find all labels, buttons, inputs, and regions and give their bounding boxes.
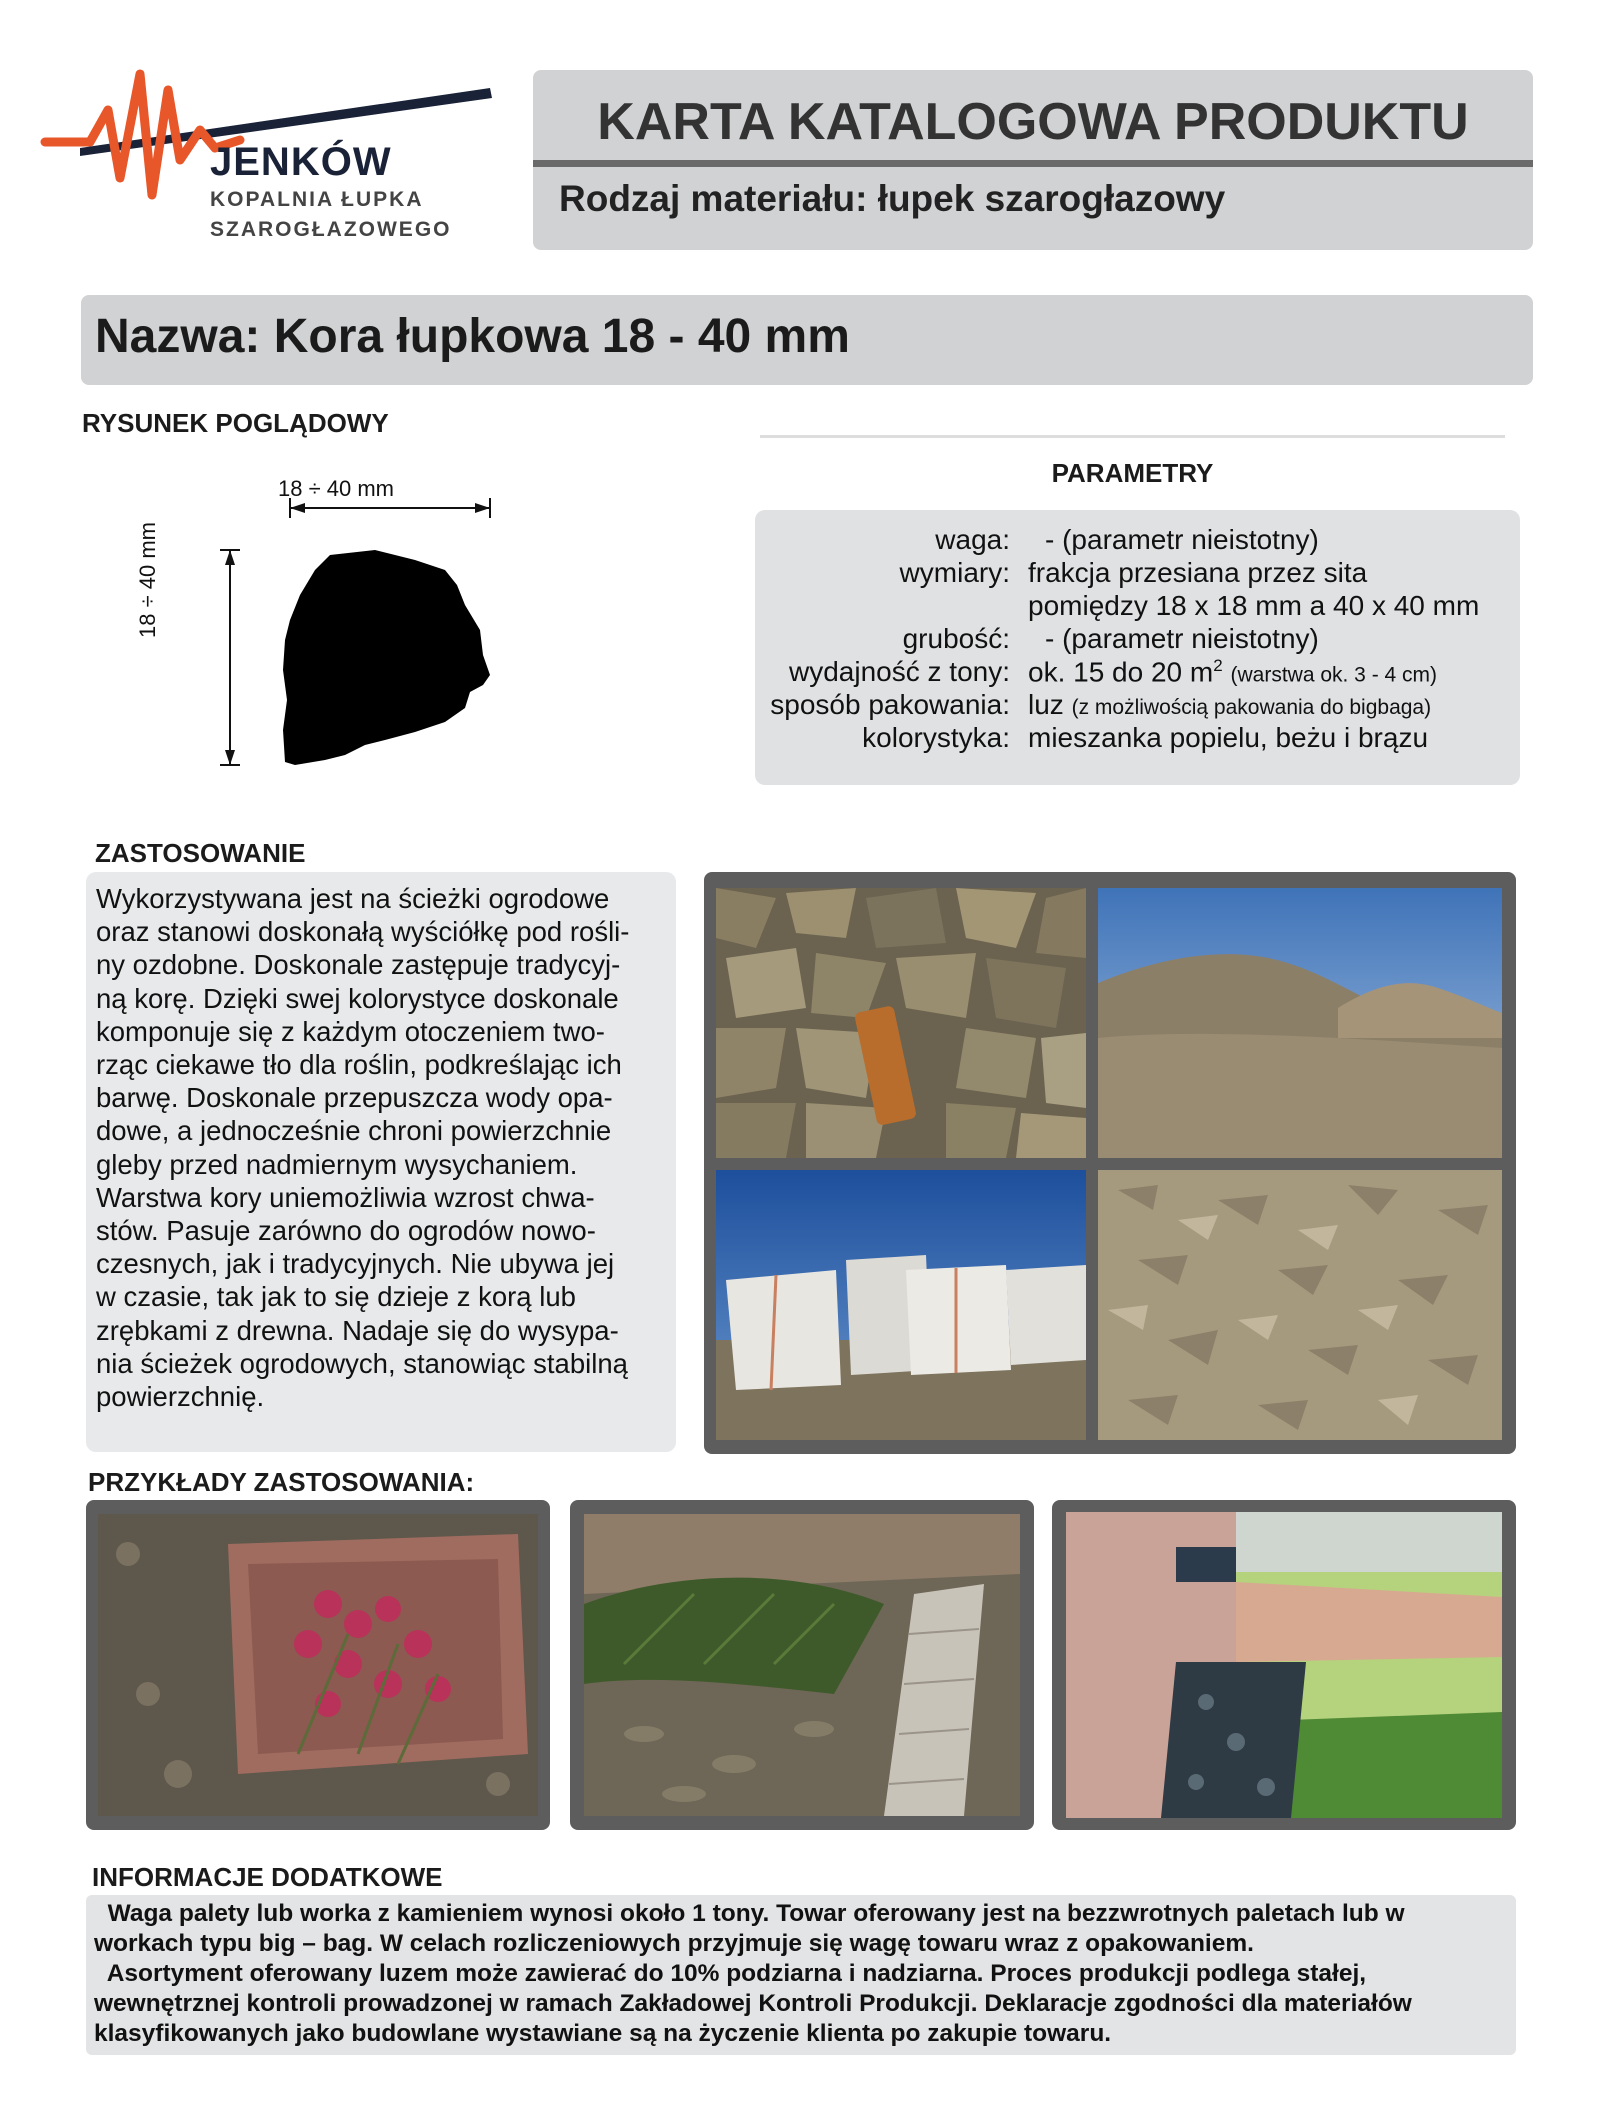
param-label: wydajność z tony: [789, 656, 1010, 687]
text-line: gleby przed nadmiernym wysychaniem. [96, 1148, 578, 1180]
text-line: czesnych, jak i tradycyjnych. Nie ubywa jej [96, 1248, 615, 1280]
param-label: sposób pakowania: [770, 689, 1010, 720]
param-value-group [1028, 689, 1431, 721]
example-frame-wall [1052, 1500, 1516, 1830]
param-value: ok. 15 do 20 m [1028, 656, 1214, 688]
param-value: mieszanka popielu, beżu i brązu [1028, 722, 1429, 753]
param-note: (warstwa ok. 3 - 4 cm) [1230, 663, 1438, 687]
photo-stone-closeup [716, 888, 1086, 1158]
text-line: workach typu big – bag. W celach rozliczeniowych przyjmuje się wagę towaru wraz z opakowaniem. [94, 1930, 1254, 1957]
example-frame-path [570, 1500, 1034, 1830]
additional-info-panel [86, 1895, 1516, 2055]
param-value: - (parametr nieistotny) [1045, 524, 1319, 555]
text-line: stów. Pasuje zarówno do ogrodów nowo- [96, 1215, 596, 1247]
text-line: wewnętrznej kontroli prowadzonej w ramach Zakładowej Kontroli Produkcji. Deklaracje zgodności dla materiałów [94, 1990, 1412, 2017]
example-frame-heather [86, 1500, 550, 1830]
photo-garden-path [584, 1514, 1020, 1816]
additional-info-title: INFORMACJE DODATKOWE [92, 1862, 443, 1892]
parameters-panel [755, 510, 1520, 785]
product-name-bar [81, 295, 1533, 385]
param-note: (z możliwością pakowania do bigbaga) [1071, 696, 1432, 719]
application-title: ZASTOSOWANIE [95, 838, 306, 868]
param-label: waga: [935, 524, 1010, 555]
text-line: komponuje się z każdym otoczeniem two- [96, 1015, 605, 1047]
product-name: Nazwa: Kora łupkowa 18 - 40 mm [95, 310, 850, 363]
logo-subtitle-1: KOPALNIA ŁUPKA [210, 188, 424, 211]
photo-big-bags [716, 1170, 1086, 1440]
text-line: rząc ciekawe tło dla roślin, podkreślając ich [96, 1049, 622, 1081]
text-line: Wykorzystywana jest na ścieżki ogrodowe [96, 883, 610, 914]
examples-title: PRZYKŁADY ZASTOSOWANIA: [88, 1467, 475, 1497]
text-line: klasyfikowanych jako budowlane wystawiane są na życzenie klienta po zakupie towaru. [94, 2020, 1112, 2047]
text-line: powierzchnię. [96, 1381, 265, 1413]
text-line: ny ozdobne. Doskonale zastępuje tradycyj- [96, 949, 621, 981]
stone-drawing [165, 470, 535, 790]
text-line: zrębkami z drewna. Nadaje się do wysypa- [96, 1314, 619, 1346]
product-photo-grid [704, 872, 1516, 1454]
logo-subtitle-2: SZAROGŁAZOWEGO [210, 218, 452, 241]
param-value: luz [1028, 689, 1064, 720]
parameters-title: PARAMETRY [1051, 458, 1214, 488]
illustrative-drawing [165, 470, 535, 790]
param-value-group [1028, 656, 1437, 688]
text-line: Warstwa kory uniemożliwia wzrost chwa- [96, 1181, 595, 1213]
text-line: ną korę. Dzięki swej kolorystyce doskonale [96, 982, 619, 1014]
text-line: dowe, a jednocześnie chroni powierzchnie [96, 1115, 612, 1147]
text-line: oraz stanowi doskonałą wyściółkę pod rośli- [96, 916, 630, 948]
text-line: barwę. Doskonale przepuszcza wody opa- [96, 1082, 613, 1114]
additional-info-text [94, 1899, 1512, 2049]
param-label: grubość: [902, 623, 1010, 654]
document-title: KARTA KATALOGOWA PRODUKTU [597, 93, 1469, 151]
header-divider [533, 160, 1533, 167]
text-line: w czasie, tak jak to się dzieje z korą lub [96, 1281, 576, 1313]
param-value: frakcja przesiana przez sita [1028, 557, 1368, 588]
application-text [96, 882, 671, 1413]
param-label: kolorystyka: [862, 722, 1010, 753]
text-line: Waga palety lub worka z kamieniem wynosi około 1 tony. Towar oferowany jest na bezzwrotnych paletach lub w [94, 1900, 1405, 1927]
photo-heather-pot [98, 1514, 538, 1816]
photo-wall-border [1066, 1512, 1502, 1818]
param-value: pomiędzy 18 x 18 mm a 40 x 40 mm [1028, 590, 1480, 621]
text-line: Asortyment oferowany luzem może zawierać do 10% podziarna i nadziarna. Proces produkcji podlega stałej, [94, 1960, 1367, 1987]
width-dimension-label: 18 ÷ 40 mm [278, 476, 395, 501]
application-panel [86, 872, 676, 1452]
param-value: - (parametr nieistotny) [1045, 623, 1319, 654]
height-dimension-label: 18 ÷ 40 mm [135, 522, 160, 639]
material-type: Rodzaj materiału: łupek szarogłazowy [559, 178, 1226, 219]
param-superscript: 2 [1213, 656, 1223, 675]
parameters-divider [760, 435, 1505, 438]
text-line: nia ścieżek ogrodowych, stanowiąc stabilną [96, 1347, 628, 1379]
param-label: wymiary: [899, 557, 1010, 588]
logo-name: JENKÓW [210, 140, 392, 184]
header-panel [533, 70, 1533, 250]
photo-stone-bark [1098, 1170, 1502, 1440]
photo-stone-pile [1098, 888, 1502, 1158]
drawing-title: RYSUNEK POGLĄDOWY [82, 408, 389, 438]
